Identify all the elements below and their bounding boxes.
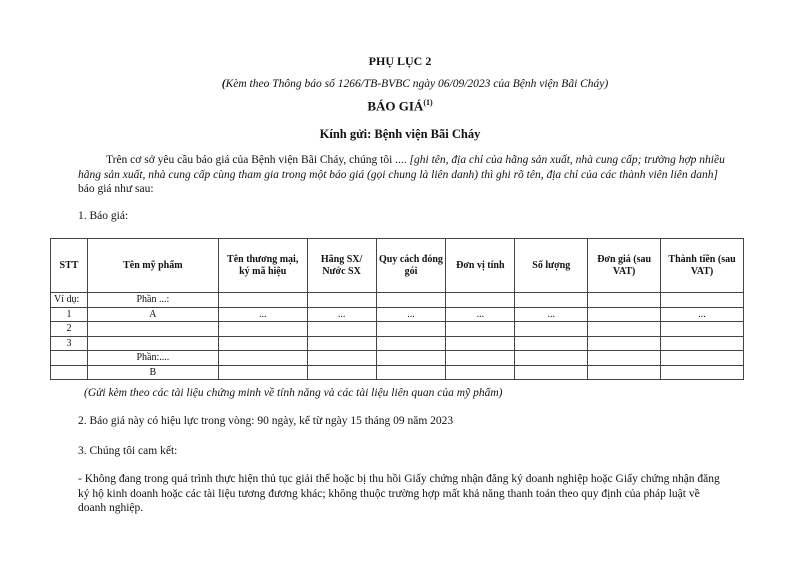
table-cell <box>87 322 218 337</box>
table-cell: Phần:.... <box>87 351 218 366</box>
table-row <box>51 365 744 380</box>
appendix-heading: PHỤ LỤC 2 <box>368 54 432 68</box>
footnote-marker: (1) <box>423 98 433 107</box>
table-cell <box>218 322 307 337</box>
table-cell <box>307 336 376 351</box>
table-cell <box>515 336 588 351</box>
quote-table <box>50 238 744 380</box>
table-cell <box>588 351 661 366</box>
table-cell <box>588 336 661 351</box>
table-row <box>51 351 744 366</box>
table-cell <box>51 351 88 366</box>
table-cell <box>446 322 515 337</box>
table-cell <box>376 351 446 366</box>
table-cell: ... <box>661 307 744 322</box>
table-cell: A <box>87 307 218 322</box>
table-cell: ... <box>446 307 515 322</box>
table-row <box>51 336 744 351</box>
table-cell: 3 <box>51 336 88 351</box>
table-header-cell: Tên mỹ phẩm <box>87 239 218 293</box>
table-cell <box>218 351 307 366</box>
table-note: (Gửi kèm theo các tài liệu chứng minh về tính năng và các tài liệu liên quan của mỹ phẩm) <box>84 387 503 399</box>
table-cell: 1 <box>51 307 88 322</box>
table-cell <box>515 293 588 308</box>
table-header-cell: Số lượng <box>515 239 588 293</box>
table-cell <box>446 293 515 308</box>
table-cell <box>661 365 744 380</box>
table-cell <box>446 351 515 366</box>
table-cell: 2 <box>51 322 88 337</box>
table-cell <box>515 322 588 337</box>
table-row <box>51 293 744 308</box>
table-cell <box>515 365 588 380</box>
table-cell <box>51 365 88 380</box>
table-cell <box>218 336 307 351</box>
table-cell <box>446 365 515 380</box>
section-quote-heading: 1. Báo giá: <box>78 210 129 222</box>
table-cell <box>588 293 661 308</box>
table-cell <box>307 322 376 337</box>
table-cell: B <box>87 365 218 380</box>
table-header-cell: Đơn giá (sau VAT) <box>588 239 661 293</box>
table-cell <box>307 365 376 380</box>
validity-line: 2. Báo giá này có hiệu lực trong vòng: 90 ngày, kể từ ngày 15 tháng 09 năm 2023 <box>78 415 454 427</box>
table-row <box>51 307 744 322</box>
table-header-cell: Thành tiền (sau VAT) <box>661 239 744 293</box>
table-cell <box>376 293 446 308</box>
table-cell <box>661 322 744 337</box>
table-header-cell: STT <box>51 239 88 293</box>
table-cell <box>515 351 588 366</box>
table-cell <box>87 336 218 351</box>
appendix-subtitle: (Kèm theo Thông báo số 1266/TB-BVBC ngày 06/09/2023 của Bệnh viện Bãi Cháy) <box>221 78 609 90</box>
document-title: BÁO GIÁ$^{(1)}$ <box>367 98 433 114</box>
table-header-cell: Đơn vị tính <box>446 239 515 293</box>
table-header-cell: Quy cách đóng gói <box>376 239 446 293</box>
table-cell: ... <box>307 307 376 322</box>
table-cell <box>588 322 661 337</box>
table-header-cell: Hãng SX/ Nước SX <box>307 239 376 293</box>
table-cell: ... <box>515 307 588 322</box>
table-cell <box>307 351 376 366</box>
intro-paragraph: Trên cơ sở yêu cầu báo giá của Bệnh viện Bãi Cháy, chúng tôi .... [ghi tên, địa chỉ của hãng sản xuất, nhà cung cấp; trường hợp nhiều hãng sản xuất, nhà cung cấp cùng tham gia trong một báo giá (gọi chung là liên danh) thì ghi rõ tên, địa chỉ của các thành viên liên danh] báo giá như sau: <box>78 154 725 195</box>
table-cell <box>588 365 661 380</box>
table-cell <box>376 336 446 351</box>
table-cell <box>588 307 661 322</box>
table-cell <box>661 336 744 351</box>
table-cell <box>218 365 307 380</box>
table-cell <box>661 293 744 308</box>
table-header-cell: Tên thương mại, ký mã hiệu <box>218 239 307 293</box>
table-cell: Phần ...: <box>87 293 218 308</box>
table-cell <box>376 322 446 337</box>
table-cell <box>218 293 307 308</box>
table-cell: ... <box>376 307 446 322</box>
commitment-heading: 3. Chúng tôi cam kết: <box>78 445 178 457</box>
recipient-line: Kính gửi: Bệnh viện Bãi Cháy <box>319 127 481 141</box>
commitment-paragraph: - Không đang trong quá trình thực hiện thủ tục giải thể hoặc bị thu hồi Giấy chứng nhận đăng ký doanh nghiệp hoặc Giấy chứng nhận đăng ký hộ kinh doanh hoặc các tài liệu tương đương khác; không thuộc trường hợp mất khả năng thanh toán theo quy định của pháp luật về doanh nghiệp. <box>78 473 720 514</box>
table-cell <box>376 365 446 380</box>
table-cell: Ví dụ: <box>51 293 88 308</box>
table-cell <box>446 336 515 351</box>
table-cell: ... <box>218 307 307 322</box>
table-cell <box>661 351 744 366</box>
table-cell <box>307 293 376 308</box>
table-header-row <box>51 239 744 293</box>
table-row <box>51 322 744 337</box>
